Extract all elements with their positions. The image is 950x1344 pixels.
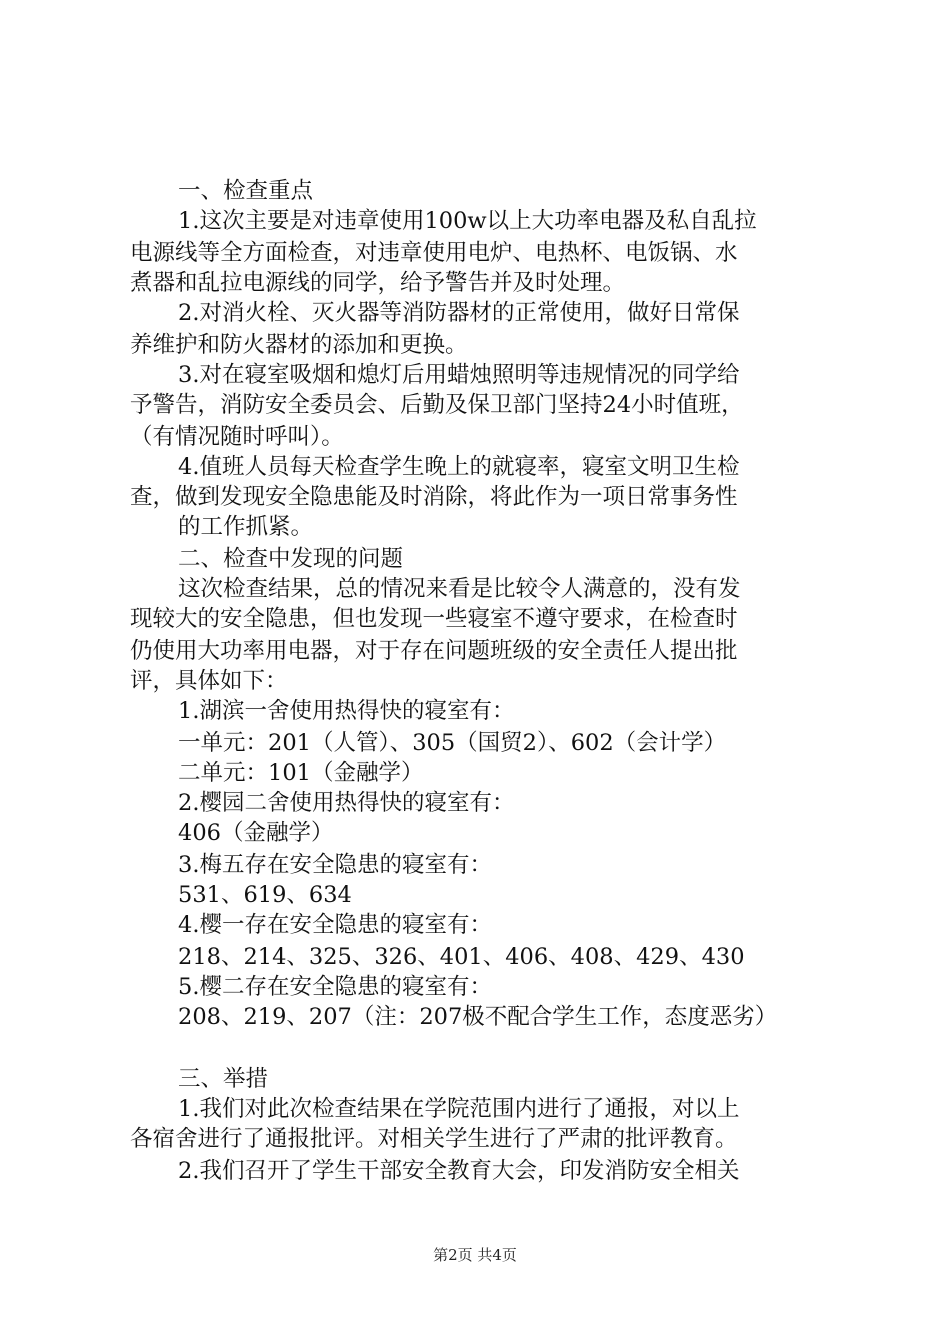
list-item: 531、619、634 — [178, 882, 352, 908]
paragraph-line: 查，做到发现安全隐患能及时消除，将此作为一项日常事务性 — [130, 484, 738, 510]
paragraph-line: 予警告，消防安全委员会、后勤及保卫部门坚持24小时值班， — [130, 392, 744, 418]
paragraph-line: 3.对在寝室吸烟和熄灯后用蜡烛照明等违规情况的同学给 — [178, 362, 740, 388]
paragraph-line: 1.我们对此次检查结果在学院范围内进行了通报，对以上 — [178, 1096, 740, 1122]
paragraph-line: 现较大的安全隐患，但也发现一些寝室不遵守要求，在检查时 — [130, 606, 738, 632]
paragraph-line: 4.值班人员每天检查学生晚上的就寝率，寝室文明卫生检 — [178, 454, 740, 480]
page-footer: 第2页 共4页 — [433, 1246, 517, 1264]
list-item: 4.樱一存在安全隐患的寝室有： — [178, 912, 492, 938]
list-item: 218、214、325、326、401、406、408、429、430 — [178, 944, 745, 970]
paragraph-line: 养维护和防火器材的添加和更换。 — [130, 332, 468, 358]
paragraph-line: 仍使用大功率用电器，对于存在问题班级的安全责任人提出批 — [130, 638, 738, 664]
paragraph-line: （有情况随时呼叫）。 — [130, 424, 344, 450]
paragraph-line: 这次检查结果，总的情况来看是比较令人满意的，没有发 — [178, 576, 741, 602]
paragraph-line: 1.这次主要是对违章使用100w以上大功率电器及私自乱拉 — [178, 208, 757, 234]
list-item: 406（金融学） — [178, 820, 334, 846]
heading-problems-found: 二、检查中发现的问题 — [178, 546, 404, 572]
list-item: 208、219、207（注：207极不配合学生工作，态度恶劣） — [178, 1004, 778, 1030]
paragraph-line: 的工作抓紧。 — [178, 514, 314, 540]
paragraph-line: 2.对消火栓、灭火器等消防器材的正常使用，做好日常保 — [178, 300, 740, 326]
paragraph-line: 煮器和乱拉电源线的同学，给予警告并及时处理。 — [130, 270, 626, 296]
paragraph-line: 2.我们召开了学生干部安全教育大会，印发消防安全相关 — [178, 1158, 740, 1184]
list-item: 一单元：201（人管）、305（国贸2）、602（会计学） — [178, 730, 727, 756]
list-item: 1.湖滨一舍使用热得快的寝室有： — [178, 698, 515, 724]
list-item: 二单元：101（金融学） — [178, 760, 424, 786]
heading-measures: 三、举措 — [178, 1066, 269, 1092]
paragraph-line: 各宿舍进行了通报批评。对相关学生进行了严肃的批评教育。 — [130, 1126, 738, 1152]
list-item: 2.樱园二舍使用热得快的寝室有： — [178, 790, 515, 816]
list-item: 5.樱二存在安全隐患的寝室有： — [178, 974, 492, 1000]
heading-inspection-focus: 一、检查重点 — [178, 178, 314, 204]
paragraph-line: 电源线等全方面检查，对违章使用电炉、电热杯、电饭锅、水 — [130, 240, 738, 266]
list-item: 3.梅五存在安全隐患的寝室有： — [178, 852, 492, 878]
paragraph-line: 评，具体如下： — [130, 668, 288, 694]
